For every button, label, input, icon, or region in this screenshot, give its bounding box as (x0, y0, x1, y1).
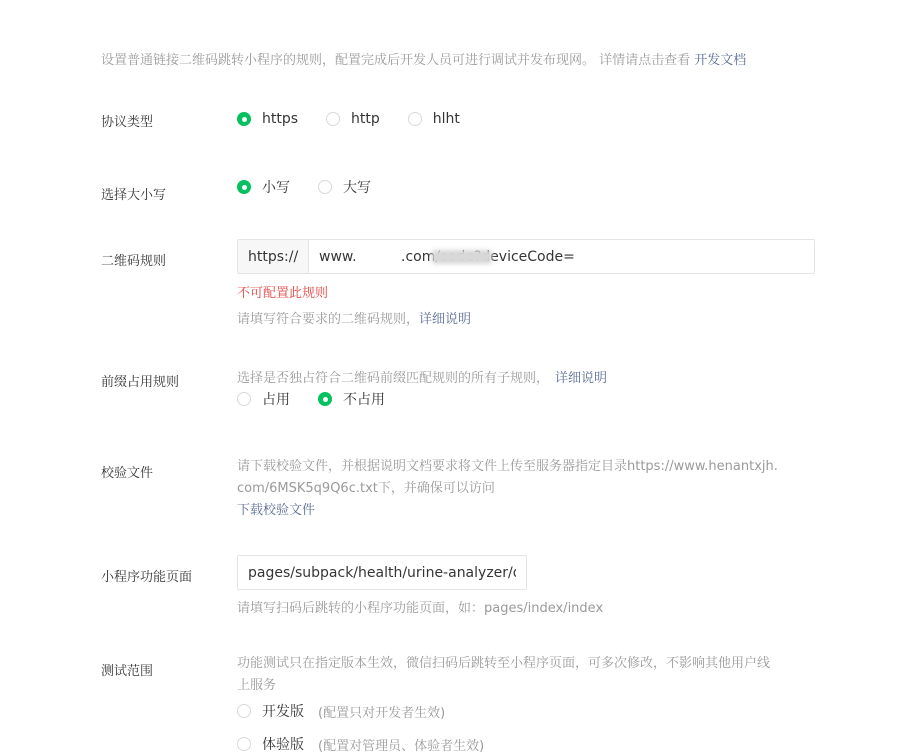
qr-rule-input-group (237, 239, 815, 274)
qr-rule-detail-link[interactable]: 详细说明 (419, 312, 472, 327)
radio-unchecked-icon (237, 737, 251, 751)
protocol-option-label: http (351, 111, 380, 127)
protocol-option-hlht[interactable] (408, 111, 460, 127)
prefix-rule-label: 前缀占用规则 (101, 375, 180, 390)
test-scope-option-dev[interactable] (237, 701, 445, 721)
qr-rule-hint-text: 请填写符合要求的二维码规则， (237, 312, 420, 327)
download-verify-file-link[interactable]: 下载校验文件 (237, 503, 316, 518)
radio-unchecked-icon (237, 392, 251, 406)
qr-rule-input[interactable] (309, 240, 814, 273)
case-option-label: 大写 (343, 180, 371, 196)
protocol-option-label: hlht (432, 111, 460, 127)
prefix-option-occupy[interactable] (237, 389, 290, 409)
verify-file-desc-line1: 请下载校验文件，并根据说明文档要求将文件上传至服务器指定目录https://www.henantxjh. (237, 459, 778, 474)
test-scope-desc-line1: 功能测试只在指定版本生效，微信扫码后跳转至小程序页面，可多次修改，不影响其他用户线 (237, 656, 771, 671)
radio-checked-icon (237, 180, 251, 194)
mini-page-input[interactable] (237, 555, 527, 590)
radio-unchecked-icon (326, 112, 340, 126)
prefix-rule-detail-link[interactable]: 详细说明 (555, 371, 608, 386)
test-scope-desc (237, 653, 817, 697)
test-scope-option-label: 体验版 (262, 737, 304, 753)
protocol-option-https[interactable] (237, 111, 298, 127)
test-scope-label: 测试范围 (101, 664, 154, 679)
prefix-option-not-occupy[interactable] (318, 389, 385, 409)
prefix-rule-radio-group (237, 389, 385, 409)
test-scope-option-label: 开发版 (262, 704, 304, 720)
intro-text (101, 49, 746, 68)
prefix-option-label: 占用 (262, 392, 290, 408)
qr-rule-error: 不可配置此规则 (237, 286, 329, 301)
qr-rule-prefix: https:// (238, 240, 309, 273)
test-scope-option-note: (配置只对开发者生效) (318, 705, 446, 721)
redacted-blur (432, 250, 492, 264)
protocol-radio-group (237, 111, 460, 127)
verify-file-desc-line2: com/6MSK5q9Q6c.txt下，并确保可以访问 (237, 481, 495, 496)
radio-unchecked-icon (318, 180, 332, 194)
case-radio-group (237, 177, 371, 197)
test-scope-desc-line2: 上服务 (237, 678, 277, 693)
intro-description: 设置普通链接二维码跳转小程序的规则，配置完成后开发人员可进行调试并发布现网。 详情请点击查看 (101, 53, 691, 68)
mini-page-label: 小程序功能页面 (101, 570, 193, 585)
verify-file-desc (237, 456, 817, 522)
case-option-upper[interactable] (318, 177, 371, 197)
prefix-option-label: 不占用 (343, 392, 385, 408)
prefix-rule-hint-text: 选择是否独占符合二维码前缀匹配规则的所有子规则， (237, 371, 550, 386)
qr-rule-label: 二维码规则 (101, 254, 167, 269)
dev-docs-link[interactable]: 开发文档 (694, 53, 747, 68)
qr-rule-hint (237, 308, 471, 327)
radio-checked-icon (237, 112, 251, 126)
radio-unchecked-icon (237, 704, 251, 718)
protocol-label: 协议类型 (101, 115, 154, 130)
verify-file-label: 校验文件 (101, 466, 154, 481)
radio-checked-icon (318, 392, 332, 406)
mini-page-hint: 请填写扫码后跳转的小程序功能页面，如：pages/index/index (237, 601, 604, 616)
case-label: 选择大小写 (101, 188, 167, 203)
case-option-lower[interactable] (237, 177, 290, 197)
test-scope-option-trial[interactable] (237, 734, 484, 754)
prefix-rule-hint (237, 367, 607, 386)
radio-unchecked-icon (408, 112, 422, 126)
case-option-label: 小写 (262, 180, 290, 196)
test-scope-option-note: (配置对管理员、体验者生效) (318, 738, 485, 754)
protocol-option-label: https (262, 111, 299, 127)
protocol-option-http[interactable] (326, 111, 380, 127)
